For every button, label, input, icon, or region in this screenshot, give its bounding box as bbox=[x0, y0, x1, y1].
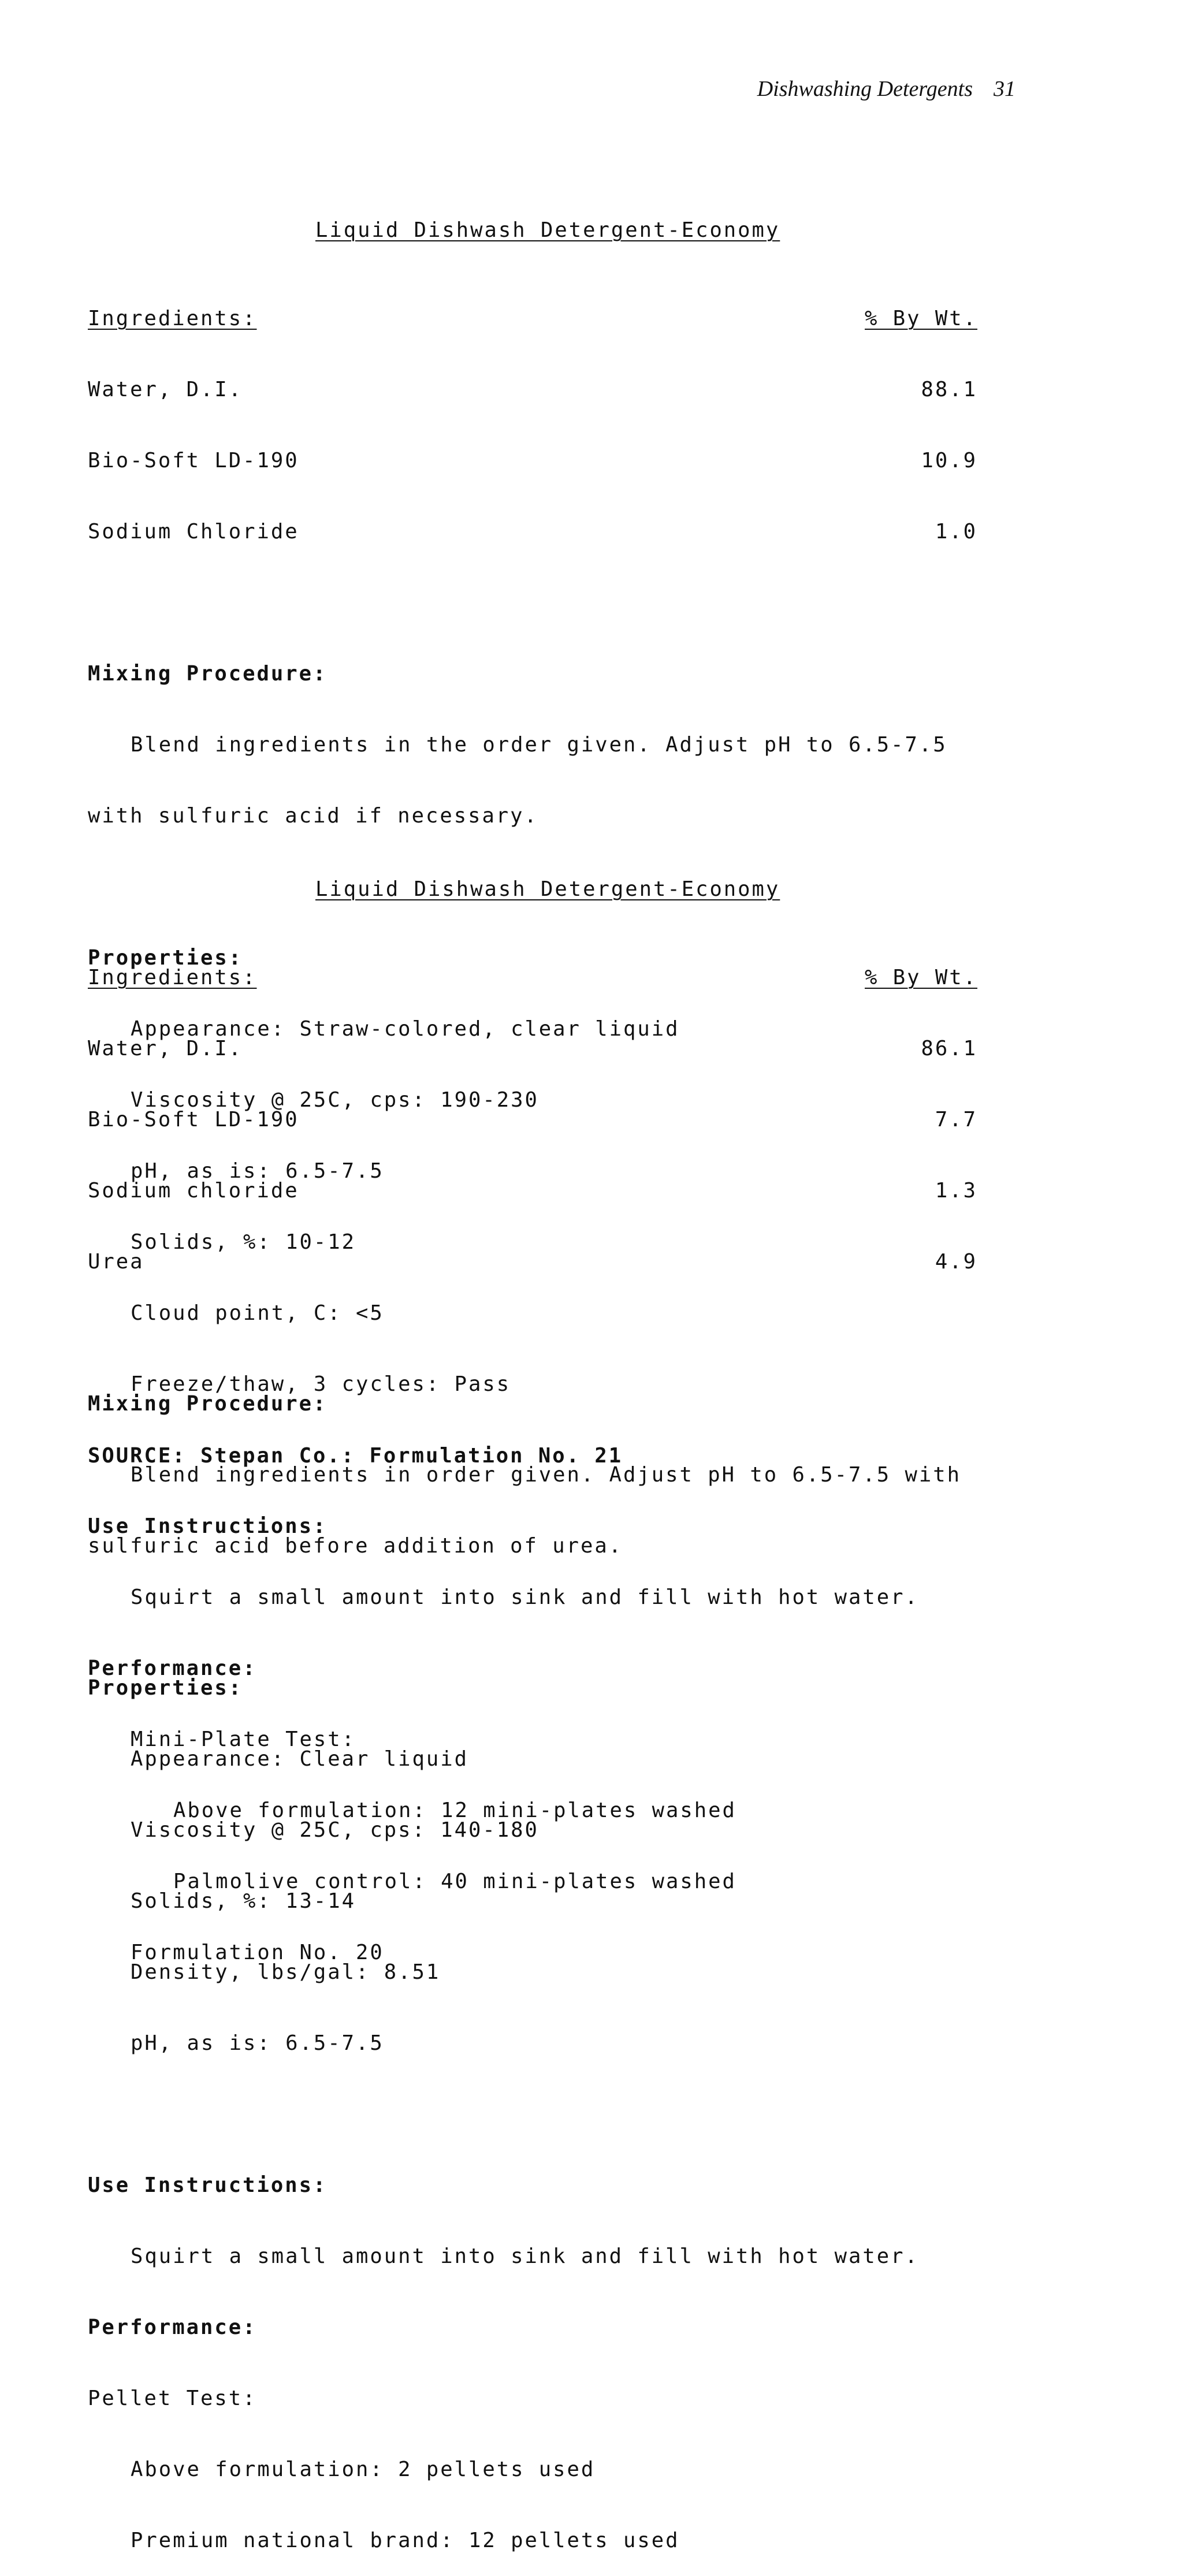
ingredient-amount: 88.1 bbox=[921, 378, 977, 401]
mixing-label: Mixing Procedure: bbox=[88, 1392, 328, 1416]
property-line: Freeze/thaw, 3 cycles: Pass bbox=[131, 1372, 511, 1396]
ingredient-name: Sodium Chloride bbox=[88, 520, 299, 544]
property-line: Solids, %: 13-14 bbox=[131, 1889, 356, 1913]
ingredient-amount: 10.9 bbox=[921, 449, 977, 472]
ingredient-name: Urea bbox=[88, 1250, 144, 1274]
use-instructions-text: Squirt a small amount into sink and fill with hot water. bbox=[131, 2244, 919, 2268]
properties-label: Properties: bbox=[88, 946, 243, 970]
formula-title: Liquid Dishwash Detergent-Economy bbox=[315, 218, 780, 242]
property-line: Viscosity @ 25C, cps: 140-180 bbox=[131, 1818, 539, 1842]
ingredient-row bbox=[88, 1037, 977, 1060]
ingredient-amount: 86.1 bbox=[921, 1037, 977, 1060]
page-number: 31 bbox=[994, 77, 1015, 101]
mixing-label: Mixing Procedure: bbox=[88, 662, 328, 686]
property-line: Cloud point, C: <5 bbox=[131, 1301, 384, 1325]
ingredient-row bbox=[88, 378, 977, 401]
property-line: Solids, %: 10-12 bbox=[131, 1230, 356, 1254]
ingredient-row bbox=[88, 1250, 977, 1274]
test-label: Mini-Plate Test: bbox=[131, 1728, 356, 1751]
ingredients-header bbox=[88, 966, 977, 989]
amount-label: % By Wt. bbox=[865, 966, 977, 989]
amount-label: % By Wt. bbox=[865, 307, 977, 330]
property-line: Density, lbs/gal: 8.51 bbox=[131, 1960, 441, 1984]
use-instructions-label: Use Instructions: bbox=[88, 1514, 328, 1538]
test-result: Premium national brand: 12 pellets used bbox=[131, 2529, 680, 2552]
source-line: SOURCE: Stepan Co.: Formulation No. 21 bbox=[88, 1444, 623, 1468]
ingredient-row bbox=[88, 1108, 977, 1131]
performance-label: Performance: bbox=[88, 1656, 257, 1680]
formula-section-2 bbox=[88, 830, 977, 2576]
property-line: Appearance: Clear liquid bbox=[131, 1747, 468, 1771]
ingredient-row bbox=[88, 520, 977, 544]
test-result: Above formulation: 12 mini-plates washed bbox=[173, 1799, 736, 1822]
properties-label: Properties: bbox=[88, 1676, 243, 1700]
ingredient-amount: 7.7 bbox=[935, 1108, 977, 1131]
formulation-number: Formulation No. 20 bbox=[131, 1941, 384, 1964]
mixing-text: Blend ingredients in the order given. Adjust pH to 6.5-7.5 bbox=[131, 733, 947, 757]
property-line: pH, as is: 6.5-7.5 bbox=[131, 2031, 384, 2055]
property-line: Viscosity @ 25C, cps: 190-230 bbox=[131, 1088, 539, 1112]
property-line: Appearance: Straw-colored, clear liquid bbox=[131, 1017, 680, 1041]
test-result: Above formulation: 2 pellets used bbox=[131, 2458, 596, 2481]
ingredient-amount: 1.0 bbox=[935, 520, 977, 544]
ingredients-label: Ingredients: bbox=[88, 966, 257, 989]
test-result: Palmolive control: 40 mini-plates washed bbox=[173, 1870, 736, 1893]
use-instructions-text: Squirt a small amount into sink and fill with hot water. bbox=[131, 1585, 919, 1609]
mixing-text: Blend ingredients in order given. Adjust pH to 6.5-7.5 with bbox=[131, 1463, 961, 1487]
ingredient-row bbox=[88, 449, 977, 472]
formula-title: Liquid Dishwash Detergent-Economy bbox=[315, 877, 780, 901]
running-title: Dishwashing Detergents bbox=[757, 77, 973, 101]
ingredients-label: Ingredients: bbox=[88, 307, 257, 330]
ingredient-amount: 1.3 bbox=[935, 1179, 977, 1203]
running-head bbox=[757, 76, 1015, 102]
use-instructions-label: Use Instructions: bbox=[88, 2173, 328, 2197]
mixing-text: with sulfuric acid if necessary. bbox=[88, 804, 538, 828]
ingredient-name: Water, D.I. bbox=[88, 378, 243, 401]
property-line: pH, as is: 6.5-7.5 bbox=[131, 1159, 384, 1183]
performance-label: Performance: bbox=[88, 2316, 257, 2339]
test-label: Pellet Test: bbox=[88, 2387, 257, 2410]
ingredient-amount: 4.9 bbox=[935, 1250, 977, 1274]
ingredient-name: Bio-Soft LD-190 bbox=[88, 1108, 299, 1131]
mixing-text: sulfuric acid before addition of urea. bbox=[88, 1534, 623, 1558]
ingredient-name: Bio-Soft LD-190 bbox=[88, 449, 299, 472]
ingredients-header bbox=[88, 307, 977, 330]
ingredient-row bbox=[88, 1179, 977, 1203]
ingredient-name: Water, D.I. bbox=[88, 1037, 243, 1060]
ingredient-name: Sodium chloride bbox=[88, 1179, 299, 1203]
